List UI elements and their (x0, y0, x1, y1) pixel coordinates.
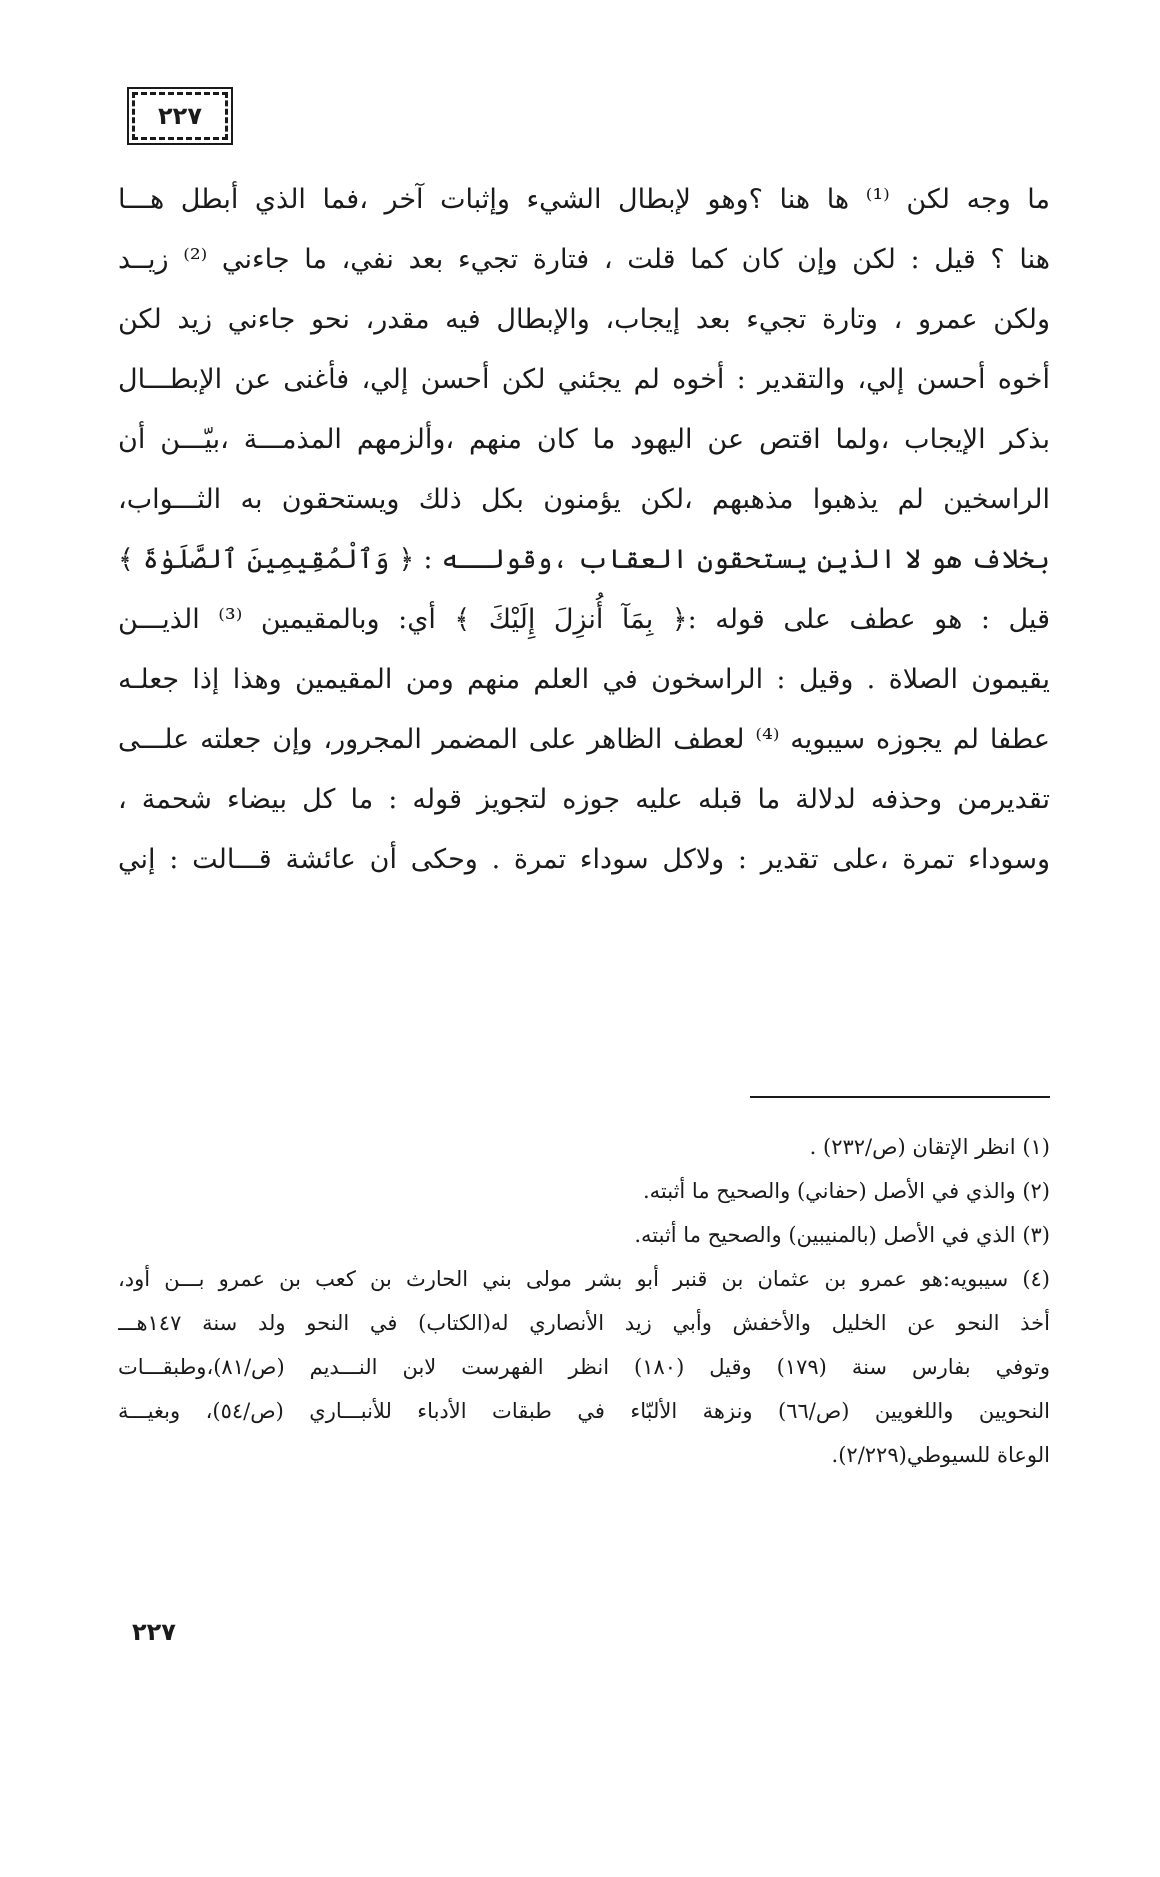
footnote-1: (١) انظر الإتقان (ص/٢٣٢) . (809, 1135, 1050, 1159)
footnotes-section (118, 1125, 1050, 1477)
footnote-4 (118, 1257, 1050, 1477)
footnote-divider (750, 1096, 1050, 1098)
text-line: بذكر الإيجاب ،ولما اقتص عن اليهود ما كان منهم ،وألزمهم المذمـــة ،بيّـــن أن (118, 424, 1050, 455)
text-line: بخلاف هو لا الذين يستحقون العقاب ،وقولــه : ﴿ وَٱلْمُقِيمِينَ ٱلصَّلَوٰةَ ﴾ (118, 544, 1050, 575)
text-line: يقيمون الصلاة . وقيل : الراسخون في العلم منهم ومن المقيمين وهذا إذا جعلـه (118, 664, 1050, 695)
footnote-3: (٣) الذي في الأصل (بالمنيبين) والصحيح ما أثبته. (634, 1223, 1050, 1247)
text-line: وسوداء تمرة ،على تقدير : ولاكل سوداء تمرة . وحكى أن عائشة قـــالت : إني (118, 844, 1050, 875)
footnote-4-line: أخذ النحو عن الخليل والأخفش وأبي زيد الأنصاري له(الكتاب) في النحو ولد سنة ١٤٧هـــ (118, 1311, 1050, 1335)
main-text-body (118, 170, 1050, 890)
header-page-number-text: ٢٢٧ (158, 102, 202, 130)
text-line: قيل : هو عطف على قوله :﴿ بِمَآ أُنزِلَ إِلَيْكَ ﴾ أي: وبالمقيمين ⁽³⁾ الذيـــن (118, 604, 1050, 635)
text-line: هنا ؟ قيل : لكن وإن كان كما قلت ، فتارة تجيء بعد نفي، ما جاءني ⁽²⁾ زيــد (118, 244, 1050, 275)
text-line: الراسخين لم يذهبوا مذهبهم ،لكن يؤمنون بكل ذلك ويستحقون به الثـــواب، (118, 484, 1050, 515)
header-page-number (132, 92, 228, 140)
footnote-4-line: الوعاة للسيوطي(٢/٢٢٩). (831, 1443, 1050, 1467)
footnote-2: (٢) والذي في الأصل (حفاني) والصحيح ما أثبته. (642, 1179, 1050, 1203)
text-line: عطفا لم يجوزه سيبويه ⁽⁴⁾ لعطف الظاهر على المضمر المجرور، وإن جعلته علـــى (118, 724, 1050, 755)
footnote-4-line: النحويين واللغويين (ص/٦٦) ونزهة الألبّاء في طبقات الأدباء للأنبـــاري (ص/٥٤)، وبغيـــة (118, 1399, 1050, 1423)
text-line: أخوه أحسن إلي، والتقدير : أخوه لم يجئني لكن أحسن إلي، فأغنى عن الإبطـــال (118, 364, 1050, 395)
text-line: ولكن عمرو ، وتارة تجيء بعد إيجاب، والإبطال فيه مقدر، نحو جاءني زيد لكن (118, 304, 1050, 335)
footnote-4-line: (٤) سيبويه:هو عمرو بن عثمان بن قنبر أبو بشر مولى بني الحارث بن كعب بن عمرو بـــن أود، (118, 1267, 1050, 1291)
text-line: ما وجه لكن ⁽¹⁾ ها هنا ؟وهو لإبطال الشيء وإثبات آخر ،فما الذي أبطل هـــا (118, 184, 1050, 215)
text-line: تقديرمن وحذفه لدلالة ما قبله عليه جوزه لتجويز قوله : ما كل بيضاء شحمة ، (118, 784, 1050, 815)
footnote-4-line: وتوفي بفارس سنة (١٧٩) وقيل (١٨٠) انظر الفهرست لابن النـــديم (ص/٨١)،وطبقـــات (118, 1355, 1050, 1379)
footer-page-number: ٢٢٧ (132, 1618, 176, 1646)
